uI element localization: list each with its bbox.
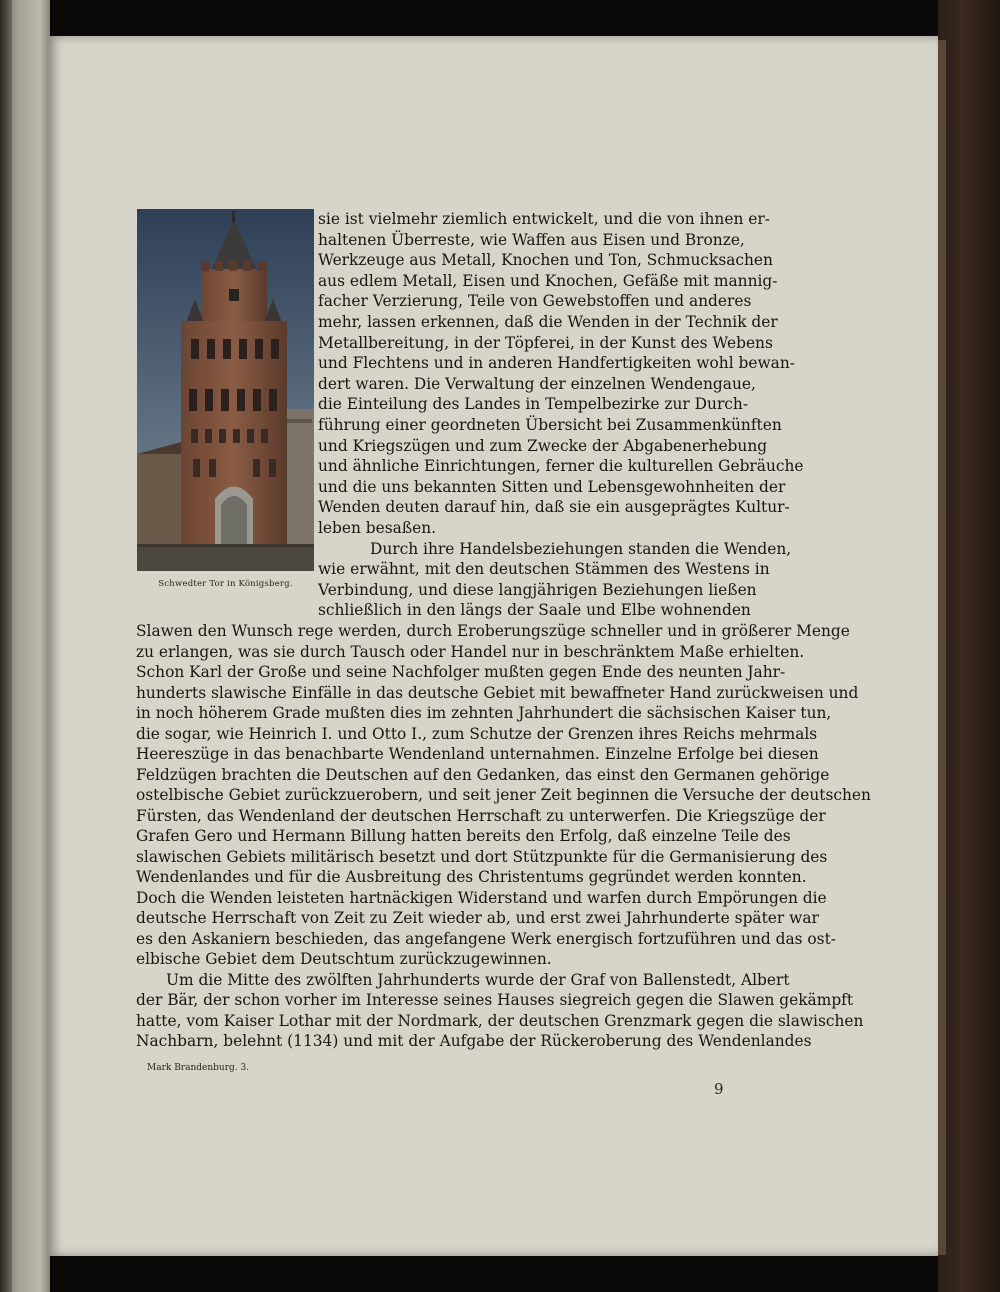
text-line: sie ist vielmehr ziemlich entwickelt, und die von ihnen er- xyxy=(318,210,770,228)
text-line: schließlich in den längs der Saale und Elbe wohnenden xyxy=(318,601,751,620)
text-line: Werkzeuge aus Metall, Knochen und Ton, Schmucksachen xyxy=(318,251,773,270)
text-line: hatte, vom Kaiser Lothar mit der Nordmark, der deutschen Grenzmark gegen die slawischen xyxy=(136,1011,864,1030)
text-line: Verbindung, und diese langjährigen Beziehungen ließen xyxy=(318,580,757,599)
text-line: deutsche Herrschaft von Zeit zu Zeit wieder ab, und erst zwei Jahrhunderte später war xyxy=(136,909,819,927)
text-line: und Flechtens und in anderen Handfertigkeiten wohl bewan- xyxy=(318,354,795,373)
text-line: die sogar, wie Heinrich I. und Otto I., zum Schutze der Grenzen ihres Reichs mehrmals xyxy=(136,724,818,743)
photo-caption: Schwedter Tor in Königsberg. xyxy=(158,579,293,589)
text-line: elbische Gebiet dem Deutschtum zurückzugewinnen. xyxy=(136,950,552,968)
text-line: Feldzügen brachten die Deutschen auf den Gedanken, das einst den Germanen gehörige xyxy=(136,765,830,784)
text-line: Wenden deuten darauf hin, daß sie ein ausgeprägtes Kultur- xyxy=(318,498,790,517)
text-line: slawischen Gebiets militärisch besetzt und dort Stützpunkte für die Germanisierung des xyxy=(136,847,828,866)
text-line: es den Askaniern beschieden, das angefangene Werk energisch fortzuführen und das ost- xyxy=(136,929,836,948)
text-line: zu erlangen, was sie durch Tausch oder Handel nur in beschränktem Maße erhielten. xyxy=(136,642,805,661)
text-line: ostelbische Gebiet zurückzuerobern, und seit jener Zeit beginnen die Versuche der deutschen xyxy=(136,786,871,804)
city-gate-photo xyxy=(137,209,314,571)
text-line: wie erwähnt, mit den deutschen Stämmen des Westens in xyxy=(318,560,770,579)
text-line: mehr, lassen erkennen, daß die Wenden in der Technik der xyxy=(318,313,778,331)
book-board-edge xyxy=(938,0,1000,1292)
text-line: dert waren. Die Verwaltung der einzelnen Wendengaue, xyxy=(318,374,756,393)
text-line: Fürsten, das Wendenland der deutschen Herrschaft zu unterwerfen. Die Kriegszüge der xyxy=(136,806,826,825)
text-line: facher Verzierung, Teile von Gewebstoffen und anderes xyxy=(318,292,752,311)
text-line: Grafen Gero und Hermann Billung hatten bereits den Erfolg, daß einzelne Teile des xyxy=(136,827,791,845)
text-line: Slawen den Wunsch rege werden, durch Eroberungszüge schneller und in größerer Menge xyxy=(136,622,850,640)
text-line: Nachbarn, belehnt (1134) und mit der Aufgabe der Rückeroberung des Wendenlandes xyxy=(136,1032,812,1050)
text-line: und die uns bekannten Sitten und Lebensgewohnheiten der xyxy=(318,477,786,496)
text-line: und ähnliche Einrichtungen, ferner die kulturellen Gebräuche xyxy=(318,457,804,476)
text-line: führung einer geordneten Übersicht bei Zusammenkünften xyxy=(318,416,782,434)
page-number: 9 xyxy=(714,1080,724,1098)
text-line: Heereszüge in das benachbarte Wendenland unternahmen. Einzelne Erfolge bei diesen xyxy=(136,745,819,763)
text-line: die Einteilung des Landes in Tempelbezirke zur Durch- xyxy=(318,395,749,414)
text-line: hunderts slawische Einfälle in das deutsche Gebiet mit bewaffneter Hand zurückweisen und xyxy=(136,683,859,702)
text-line: der Bär, der schon vorher im Interesse seines Hauses siegreich gegen die Slawen gekämpft xyxy=(136,991,854,1009)
signature-mark: Mark Brandenburg. 3. xyxy=(147,1063,250,1073)
previous-page-edge xyxy=(0,0,50,1292)
text-line: Metallbereitung, in der Töpferei, in der Kunst des Webens xyxy=(318,333,773,352)
text-line: und Kriegszügen und zum Zwecke der Abgabenerhebung xyxy=(318,436,768,455)
text-line: haltenen Überreste, wie Waffen aus Eisen und Bronze, xyxy=(318,230,745,249)
text-line: in noch höherem Grade mußten dies im zehnten Jahrhundert die sächsischen Kaiser tun, xyxy=(136,704,832,722)
text-line: Schon Karl der Große und seine Nachfolger mußten gegen Ende des neunten Jahr- xyxy=(136,663,786,681)
text-line: Um die Mitte des zwölften Jahrhunderts wurde der Graf von Ballenstedt, Albert xyxy=(166,970,790,989)
text-line: aus edlem Metall, Eisen und Knochen, Gefäße mit mannig- xyxy=(318,271,778,290)
text-line: Doch die Wenden leisteten hartnäckigen Widerstand und warfen durch Empörungen die xyxy=(136,888,827,907)
text-line: leben besaßen. xyxy=(318,519,437,537)
book-page xyxy=(48,36,938,1256)
text-line: Wendenlandes und für die Ausbreitung des Christentums gegründet werden konnten. xyxy=(136,868,807,886)
text-line: Durch ihre Handelsbeziehungen standen die Wenden, xyxy=(370,539,792,558)
